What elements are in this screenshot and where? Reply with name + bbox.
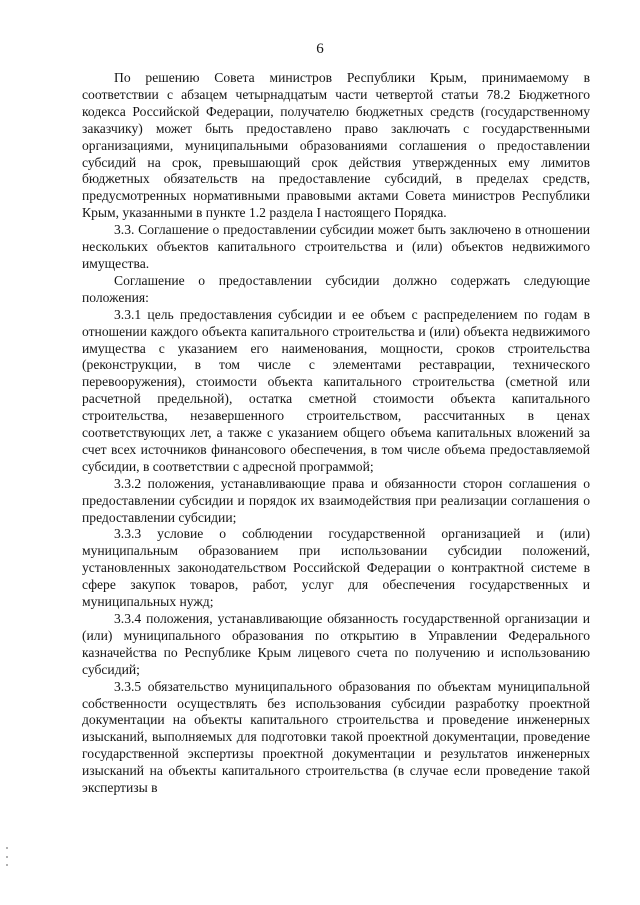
paragraph-3-3-2: 3.3.2 положения, устанавливающие права и обязанности сторон соглашения о предоставлении субсидии и порядок их взаимодействия при реализации соглашения о предоставлении субсидии; [82, 475, 590, 525]
page-number: 6 [316, 41, 324, 57]
paragraph-3-3-1: 3.3.1 цель предоставления субсидии и ее объем с распределением по годам в отношении каждого объекта капитального строительства и (или) объекта недвижимого имущества с указанием его наименования, мощности, сроков строительства (реконструкции, в том числе с элементами реставрации, технического перевооружения), стоимости объекта капитального строительства (сметной или расчетной предельной), остатка сметной стоимости объекта капитального строительства, незавершенного строительством, рассчитанных в ценах соответствующих лет, а также с указанием общего объема капитальных вложений за счет всех источников финансового обеспечения, в том числе объема предоставляемой субсидии, в соответствии с адресной программой; [82, 306, 590, 474]
paragraph-3-3-3: 3.3.3 условие о соблюдении государственной организацией и (или) муниципальным образованием при использовании субсидии положений, установленных законодательством Российской Федерации о контрактной системе в сфере закупок товаров, работ, услуг для обеспечения государственных и муниципальных нужд; [82, 526, 590, 610]
paragraph-3-3-5: 3.3.5 обязательство муниципального образования по объектам муниципальной собственности осуществлять без использования субсидии разработку проектной документации на объекты капитального строительства и проведение инженерных изысканий, выполняемых для подготовки такой проектной документации, проведение государственной экспертизы проектной документации и результатов инженерных изысканий на объекты капитального строительства (в случае если проведение такой экспертизы в [82, 678, 590, 796]
scan-margin-marks [6, 847, 9, 867]
paragraph-3-3-4: 3.3.4 положения, устанавливающие обязанность государственной организации и (или) муниципального образования по открытию в Управлении Федерального казначейства по Республике Крым лицевого счета по получению и использованию субсидий; [82, 611, 590, 677]
paragraph-agreement-provisions: Соглашение о предоставлении субсидии должно содержать следующие положения: [82, 272, 590, 305]
document-body [82, 70, 590, 797]
paragraph-3-3: 3.3. Соглашение о предоставлении субсидии может быть заключено в отношении нескольких объектов капитального строительства и (или) объектов недвижимого имущества. [82, 222, 590, 271]
paragraph-decision: По решению Совета министров Республики Крым, принимаемому в соответствии с абзацем четырнадцатым части четвертой статьи 78.2 Бюджетного кодекса Российской Федерации, получателю бюджетных средств (государственному заказчику) может быть предоставлено право заключать с государственными организациями, муниципальными образованиями соглашения о предоставлении субсидий на срок, превышающий срок действия утвержденных ему лимитов бюджетных обязательств на предоставление субсидий, в пределах средств, предусмотренных нормативными правовыми актами Совета министров Республики Крым, указанными в пункте 1.2 раздела I настоящего Порядка. [82, 70, 590, 221]
